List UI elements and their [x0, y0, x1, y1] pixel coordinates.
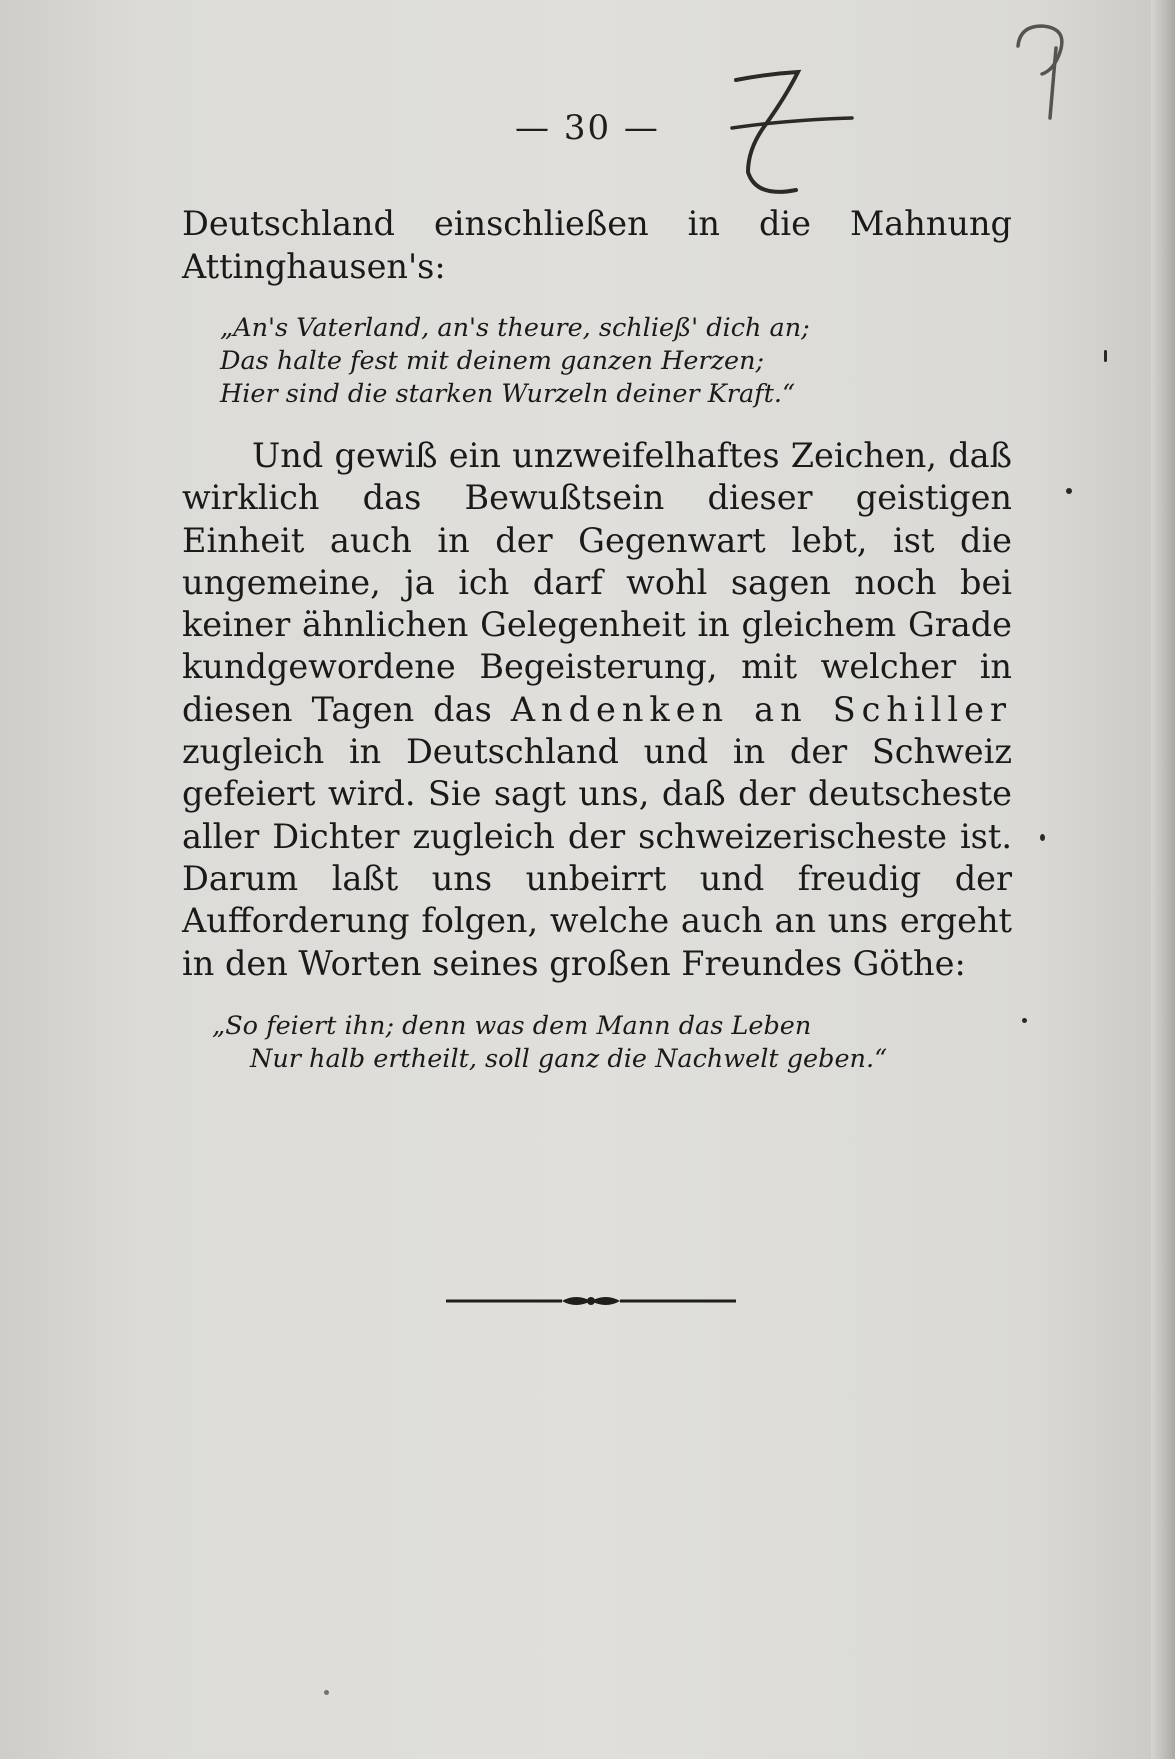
- paragraph-text: zugleich in Deutschland und in der Schweiz gefeiert wird. Sie sagt uns, daß der deutscheste aller Dichter zugleich der schweizerischeste ist. Darum laßt uns unbeirrt und freudig der Aufforderung folgen, welche auch an uns ergeht in den Worten seines großen Freundes Göthe:: [182, 732, 1012, 983]
- page-edge-shadow: [1151, 0, 1175, 1759]
- page-number: — 30 —: [515, 108, 660, 148]
- paragraph-text: Und gewiß ein unzweifelhaftes Zeichen, daß wirklich das Bewußtsein dieser geistigen Einheit auch in der Gegenwart lebt, ist die ungemeine, ja ich darf wohl sagen noch bei keiner ähnlichen Gelegenheit in gleichem Grade kundgewordene Begeisterung, mit welcher in diesen Tagen das: [182, 436, 1012, 729]
- ink-speck: [1104, 350, 1107, 362]
- section-divider-ornament: [446, 1290, 736, 1312]
- spaced-emphasis: Andenken an Schiller: [510, 689, 1012, 729]
- ink-speck: [1040, 834, 1045, 841]
- verse-line: „An's Vaterland, an's theure, schließ' dich an;: [220, 313, 810, 343]
- verse-attinghausen: [220, 312, 980, 411]
- verse-line: Nur halb ertheilt, soll ganz die Nachwelt geben.“: [250, 1044, 888, 1074]
- verse-line: Das halte fest mit deinem ganzen Herzen;: [220, 346, 765, 376]
- ink-speck: [1066, 488, 1072, 494]
- main-paragraph: [182, 435, 1012, 985]
- pencil-mark-seven: [1012, 18, 1082, 128]
- ink-speck: [324, 1690, 329, 1695]
- verse-line: Hier sind die starken Wurzeln deiner Kraft.“: [220, 379, 795, 409]
- ink-speck: [1022, 1018, 1027, 1023]
- verse-goethe: [212, 1010, 972, 1076]
- verse-line: „So feiert ihn; denn was dem Mann das Leben: [212, 1011, 812, 1041]
- opening-line: Deutschland einschließen in die Mahnung Attinghausen's:: [182, 204, 1012, 286]
- pencil-mark-z: [726, 66, 856, 206]
